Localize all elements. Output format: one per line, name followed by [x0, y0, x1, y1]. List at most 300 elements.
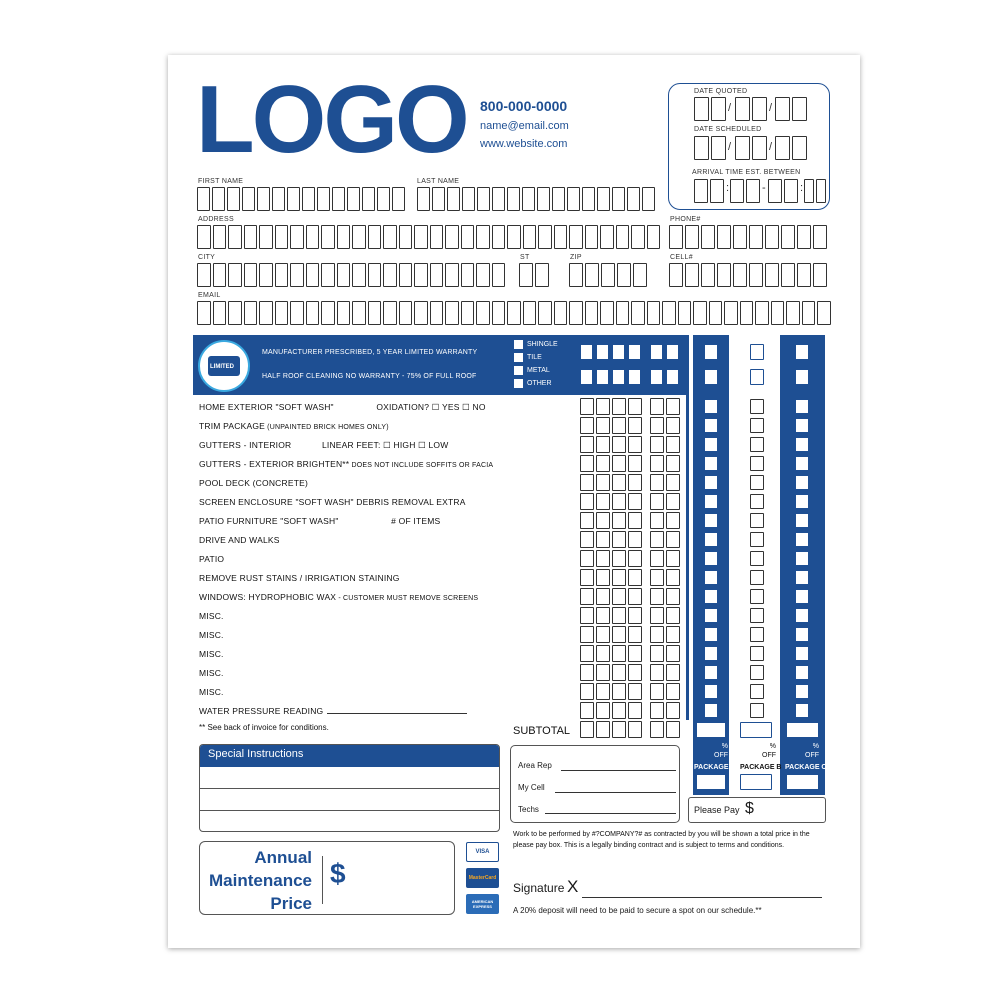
letter-cell[interactable] [617, 263, 631, 287]
date-quoted-fields[interactable] [735, 97, 767, 121]
letter-cell[interactable] [537, 187, 550, 211]
package-b-price[interactable] [740, 774, 772, 790]
package-checkbox[interactable] [704, 494, 718, 509]
letter-cell[interactable] [461, 301, 475, 325]
letter-cell[interactable] [802, 301, 816, 325]
price-cell[interactable] [612, 588, 626, 605]
price-cell[interactable] [596, 531, 610, 548]
letter-cell[interactable] [257, 187, 270, 211]
letter-cell[interactable] [399, 225, 413, 249]
package-checkbox[interactable] [750, 589, 764, 604]
price-cell[interactable] [580, 493, 594, 510]
letter-cell[interactable] [507, 187, 520, 211]
price-cell[interactable] [628, 588, 642, 605]
price-cell[interactable] [666, 550, 680, 567]
letter-cell[interactable] [414, 225, 428, 249]
zip-field[interactable] [569, 263, 647, 287]
other-checkbox[interactable] [514, 379, 523, 388]
letter-cell[interactable] [601, 263, 615, 287]
letter-cell[interactable] [507, 225, 521, 249]
letter-cell[interactable] [377, 187, 390, 211]
package-checkbox[interactable] [750, 494, 764, 509]
letter-cell[interactable] [383, 225, 397, 249]
price-cell[interactable] [580, 569, 594, 586]
price-cell[interactable] [628, 550, 642, 567]
tile-checkbox[interactable] [514, 353, 523, 362]
package-checkbox[interactable] [795, 589, 809, 604]
package-checkbox[interactable] [795, 627, 809, 642]
price-cell[interactable] [580, 474, 594, 491]
letter-cell[interactable] [447, 187, 460, 211]
letter-cell[interactable] [797, 225, 811, 249]
package-checkbox[interactable] [704, 399, 718, 414]
letter-cell[interactable] [569, 225, 583, 249]
letter-cell[interactable] [567, 187, 580, 211]
time-cell[interactable] [784, 179, 798, 203]
letter-cell[interactable] [786, 301, 800, 325]
price-cell[interactable] [666, 645, 680, 662]
letter-cell[interactable] [765, 225, 779, 249]
letter-cell[interactable] [507, 301, 521, 325]
letter-cell[interactable] [275, 263, 289, 287]
price-cell[interactable] [596, 664, 610, 681]
letter-cell[interactable] [321, 263, 335, 287]
price-cell[interactable] [628, 531, 642, 548]
price-cell[interactable] [650, 512, 664, 529]
price-cell[interactable] [596, 493, 610, 510]
letter-cell[interactable] [197, 301, 211, 325]
price-cell[interactable] [666, 474, 680, 491]
time-cell[interactable] [768, 179, 782, 203]
price-cell[interactable] [580, 588, 594, 605]
price-cell[interactable] [580, 550, 594, 567]
price-cell[interactable] [580, 512, 594, 529]
price-cell[interactable] [666, 664, 680, 681]
time-cell[interactable] [730, 179, 744, 203]
price-cell[interactable] [666, 417, 680, 434]
price-cell[interactable] [596, 702, 610, 719]
price-cell[interactable] [628, 493, 642, 510]
price-cell[interactable] [596, 607, 610, 624]
letter-cell[interactable] [724, 301, 738, 325]
package-checkbox[interactable] [795, 513, 809, 528]
time-cell[interactable] [816, 179, 826, 203]
letter-cell[interactable] [332, 187, 345, 211]
letter-cell[interactable] [432, 187, 445, 211]
letter-cell[interactable] [693, 301, 707, 325]
letter-cell[interactable] [701, 263, 715, 287]
package-checkbox[interactable] [795, 494, 809, 509]
price-cell[interactable] [596, 569, 610, 586]
price-cell[interactable] [596, 721, 610, 738]
price-cell[interactable] [612, 645, 626, 662]
letter-cell[interactable] [445, 225, 459, 249]
letter-cell[interactable] [642, 187, 655, 211]
price-cell[interactable] [666, 455, 680, 472]
letter-cell[interactable] [337, 263, 351, 287]
letter-cell[interactable] [733, 225, 747, 249]
package-checkbox[interactable] [750, 456, 764, 471]
letter-cell[interactable] [414, 301, 428, 325]
signature-line[interactable] [582, 897, 822, 898]
price-cell[interactable] [650, 702, 664, 719]
package-checkbox[interactable] [795, 418, 809, 433]
date-cell[interactable] [792, 97, 807, 121]
techs-line[interactable] [545, 813, 676, 814]
last-name-field[interactable] [417, 187, 655, 211]
letter-cell[interactable] [554, 225, 568, 249]
letter-cell[interactable] [445, 263, 459, 287]
package-checkbox[interactable] [704, 456, 718, 471]
area-rep-line[interactable] [561, 770, 676, 771]
letter-cell[interactable] [519, 263, 533, 287]
letter-cell[interactable] [275, 225, 289, 249]
letter-cell[interactable] [242, 187, 255, 211]
letter-cell[interactable] [287, 187, 300, 211]
price-cell[interactable] [666, 626, 680, 643]
letter-cell[interactable] [685, 263, 699, 287]
package-checkbox[interactable] [704, 551, 718, 566]
letter-cell[interactable] [817, 301, 831, 325]
time-cell[interactable] [694, 179, 708, 203]
price-cell[interactable] [628, 455, 642, 472]
package-a-total[interactable] [696, 722, 726, 738]
price-cell[interactable] [650, 683, 664, 700]
price-cell[interactable] [580, 702, 594, 719]
instruction-line[interactable] [200, 811, 499, 832]
price-cell[interactable] [650, 474, 664, 491]
price-cell[interactable] [612, 455, 626, 472]
letter-cell[interactable] [259, 263, 273, 287]
letter-cell[interactable] [755, 301, 769, 325]
letter-cell[interactable] [399, 263, 413, 287]
letter-cell[interactable] [417, 187, 430, 211]
roof-package-checkbox[interactable] [750, 369, 764, 385]
roof-price-cell[interactable] [580, 369, 593, 385]
first-name-field[interactable] [197, 187, 405, 211]
price-cell[interactable] [596, 398, 610, 415]
package-checkbox[interactable] [704, 418, 718, 433]
shingle-checkbox[interactable] [514, 340, 523, 349]
letter-cell[interactable] [600, 225, 614, 249]
date-cell[interactable] [752, 136, 767, 160]
letter-cell[interactable] [678, 301, 692, 325]
roof-price-cell[interactable] [666, 369, 679, 385]
price-cell[interactable] [580, 607, 594, 624]
price-cell[interactable] [650, 550, 664, 567]
package-checkbox[interactable] [795, 646, 809, 661]
letter-cell[interactable] [717, 263, 731, 287]
price-cell[interactable] [580, 398, 594, 415]
package-checkbox[interactable] [795, 456, 809, 471]
date-quoted-fields[interactable] [694, 97, 726, 121]
letter-cell[interactable] [228, 263, 242, 287]
price-cell[interactable] [596, 436, 610, 453]
letter-cell[interactable] [462, 187, 475, 211]
letter-cell[interactable] [476, 225, 490, 249]
price-cell[interactable] [580, 721, 594, 738]
letter-cell[interactable] [244, 263, 258, 287]
price-cell[interactable] [596, 645, 610, 662]
letter-cell[interactable] [616, 225, 630, 249]
letter-cell[interactable] [765, 263, 779, 287]
price-cell[interactable] [612, 436, 626, 453]
letter-cell[interactable] [627, 187, 640, 211]
package-a-price[interactable] [696, 774, 726, 790]
package-checkbox[interactable] [795, 532, 809, 547]
date-cell[interactable] [775, 97, 790, 121]
email-field[interactable] [197, 301, 831, 325]
instruction-line[interactable] [200, 767, 499, 789]
letter-cell[interactable] [597, 187, 610, 211]
letter-cell[interactable] [275, 301, 289, 325]
price-cell[interactable] [650, 436, 664, 453]
letter-cell[interactable] [461, 263, 475, 287]
price-cell[interactable] [628, 474, 642, 491]
price-cell[interactable] [666, 721, 680, 738]
letter-cell[interactable] [290, 263, 304, 287]
package-checkbox[interactable] [704, 513, 718, 528]
price-cell[interactable] [580, 645, 594, 662]
letter-cell[interactable] [368, 225, 382, 249]
letter-cell[interactable] [321, 225, 335, 249]
roof-price-cell[interactable] [612, 369, 625, 385]
letter-cell[interactable] [685, 225, 699, 249]
package-checkbox[interactable] [750, 608, 764, 623]
letter-cell[interactable] [227, 187, 240, 211]
letter-cell[interactable] [733, 263, 747, 287]
letter-cell[interactable] [749, 225, 763, 249]
letter-cell[interactable] [461, 225, 475, 249]
package-checkbox[interactable] [704, 570, 718, 585]
letter-cell[interactable] [212, 187, 225, 211]
letter-cell[interactable] [213, 225, 227, 249]
date-cell[interactable] [792, 136, 807, 160]
letter-cell[interactable] [213, 263, 227, 287]
roof-price-cell[interactable] [628, 369, 641, 385]
package-checkbox[interactable] [704, 665, 718, 680]
letter-cell[interactable] [631, 301, 645, 325]
letter-cell[interactable] [585, 301, 599, 325]
price-cell[interactable] [580, 531, 594, 548]
price-cell[interactable] [650, 626, 664, 643]
price-cell[interactable] [612, 493, 626, 510]
date-scheduled-fields[interactable] [694, 136, 726, 160]
price-cell[interactable] [628, 512, 642, 529]
price-cell[interactable] [628, 569, 642, 586]
annual-maintenance-box[interactable] [199, 841, 455, 915]
city-field[interactable] [197, 263, 505, 287]
price-cell[interactable] [650, 645, 664, 662]
letter-cell[interactable] [552, 187, 565, 211]
letter-cell[interactable] [523, 301, 537, 325]
price-cell[interactable] [596, 474, 610, 491]
price-cell[interactable] [612, 512, 626, 529]
roof-package-checkbox[interactable] [750, 344, 764, 360]
price-cell[interactable] [650, 417, 664, 434]
package-checkbox[interactable] [750, 703, 764, 718]
letter-cell[interactable] [352, 301, 366, 325]
date-cell[interactable] [735, 97, 750, 121]
letter-cell[interactable] [347, 187, 360, 211]
letter-cell[interactable] [813, 263, 827, 287]
price-cell[interactable] [628, 664, 642, 681]
letter-cell[interactable] [554, 301, 568, 325]
price-cell[interactable] [612, 417, 626, 434]
letter-cell[interactable] [600, 301, 614, 325]
price-cell[interactable] [628, 436, 642, 453]
package-checkbox[interactable] [704, 589, 718, 604]
please-pay-box[interactable] [688, 797, 826, 823]
price-cell[interactable] [596, 455, 610, 472]
price-cell[interactable] [666, 683, 680, 700]
letter-cell[interactable] [414, 263, 428, 287]
metal-checkbox[interactable] [514, 366, 523, 375]
letter-cell[interactable] [709, 301, 723, 325]
package-checkbox[interactable] [795, 551, 809, 566]
package-checkbox[interactable] [795, 684, 809, 699]
letter-cell[interactable] [616, 301, 630, 325]
letter-cell[interactable] [585, 263, 599, 287]
letter-cell[interactable] [197, 225, 211, 249]
price-cell[interactable] [628, 721, 642, 738]
letter-cell[interactable] [302, 187, 315, 211]
price-cell[interactable] [666, 436, 680, 453]
price-cell[interactable] [628, 607, 642, 624]
letter-cell[interactable] [781, 225, 795, 249]
package-checkbox[interactable] [704, 703, 718, 718]
price-cell[interactable] [580, 626, 594, 643]
package-checkbox[interactable] [750, 646, 764, 661]
price-cell[interactable] [628, 645, 642, 662]
letter-cell[interactable] [290, 225, 304, 249]
letter-cell[interactable] [317, 187, 330, 211]
arrival-fields[interactable] [730, 179, 760, 203]
letter-cell[interactable] [740, 301, 754, 325]
roof-price-cell[interactable] [628, 344, 641, 360]
package-checkbox[interactable] [750, 532, 764, 547]
price-cell[interactable] [612, 683, 626, 700]
price-cell[interactable] [666, 569, 680, 586]
letter-cell[interactable] [669, 225, 683, 249]
price-cell[interactable] [596, 512, 610, 529]
letter-cell[interactable] [647, 225, 661, 249]
package-checkbox[interactable] [795, 570, 809, 585]
letter-cell[interactable] [492, 225, 506, 249]
package-c-price[interactable] [786, 774, 819, 790]
letter-cell[interactable] [430, 301, 444, 325]
roof-price-cell[interactable] [650, 344, 663, 360]
letter-cell[interactable] [259, 225, 273, 249]
date-cell[interactable] [711, 136, 726, 160]
letter-cell[interactable] [662, 301, 676, 325]
letter-cell[interactable] [569, 301, 583, 325]
package-checkbox[interactable] [750, 570, 764, 585]
arrival-fields[interactable] [768, 179, 798, 203]
roof-package-checkbox[interactable] [704, 369, 718, 385]
price-cell[interactable] [650, 531, 664, 548]
phone-field[interactable] [669, 225, 827, 249]
letter-cell[interactable] [633, 263, 647, 287]
letter-cell[interactable] [477, 187, 490, 211]
date-scheduled-fields[interactable] [775, 136, 807, 160]
price-cell[interactable] [612, 664, 626, 681]
date-cell[interactable] [752, 97, 767, 121]
roof-package-checkbox[interactable] [795, 369, 809, 385]
letter-cell[interactable] [383, 301, 397, 325]
time-cell[interactable] [710, 179, 724, 203]
price-cell[interactable] [666, 512, 680, 529]
price-cell[interactable] [628, 626, 642, 643]
package-checkbox[interactable] [704, 608, 718, 623]
price-cell[interactable] [666, 702, 680, 719]
letter-cell[interactable] [228, 301, 242, 325]
package-checkbox[interactable] [704, 646, 718, 661]
package-checkbox[interactable] [750, 665, 764, 680]
letter-cell[interactable] [368, 263, 382, 287]
roof-price-cell[interactable] [596, 344, 609, 360]
roof-price-cell[interactable] [596, 369, 609, 385]
price-cell[interactable] [612, 607, 626, 624]
package-checkbox[interactable] [795, 703, 809, 718]
letter-cell[interactable] [306, 301, 320, 325]
date-cell[interactable] [775, 136, 790, 160]
package-checkbox[interactable] [750, 437, 764, 452]
package-c-total[interactable] [786, 722, 819, 738]
price-cell[interactable] [612, 626, 626, 643]
my-cell-line[interactable] [555, 792, 676, 793]
letter-cell[interactable] [430, 263, 444, 287]
letter-cell[interactable] [492, 301, 506, 325]
letter-cell[interactable] [445, 301, 459, 325]
cell-field[interactable] [669, 263, 827, 287]
letter-cell[interactable] [352, 225, 366, 249]
letter-cell[interactable] [492, 187, 505, 211]
package-checkbox[interactable] [704, 437, 718, 452]
letter-cell[interactable] [797, 263, 811, 287]
package-checkbox[interactable] [750, 513, 764, 528]
letter-cell[interactable] [476, 301, 490, 325]
letter-cell[interactable] [399, 301, 413, 325]
letter-cell[interactable] [337, 301, 351, 325]
time-cell[interactable] [804, 179, 814, 203]
date-cell[interactable] [694, 136, 709, 160]
package-checkbox[interactable] [704, 684, 718, 699]
instruction-line[interactable] [200, 789, 499, 811]
price-cell[interactable] [650, 493, 664, 510]
roof-price-cell[interactable] [650, 369, 663, 385]
package-checkbox[interactable] [704, 627, 718, 642]
letter-cell[interactable] [582, 187, 595, 211]
price-cell[interactable] [612, 474, 626, 491]
price-cell[interactable] [666, 531, 680, 548]
package-checkbox[interactable] [750, 418, 764, 433]
price-cell[interactable] [580, 455, 594, 472]
letter-cell[interactable] [259, 301, 273, 325]
letter-cell[interactable] [244, 301, 258, 325]
date-scheduled-fields[interactable] [735, 136, 767, 160]
letter-cell[interactable] [522, 187, 535, 211]
price-cell[interactable] [666, 398, 680, 415]
letter-cell[interactable] [352, 263, 366, 287]
letter-cell[interactable] [717, 225, 731, 249]
package-checkbox[interactable] [750, 627, 764, 642]
letter-cell[interactable] [813, 225, 827, 249]
price-cell[interactable] [666, 588, 680, 605]
price-cell[interactable] [612, 398, 626, 415]
price-cell[interactable] [650, 664, 664, 681]
package-checkbox[interactable] [704, 532, 718, 547]
